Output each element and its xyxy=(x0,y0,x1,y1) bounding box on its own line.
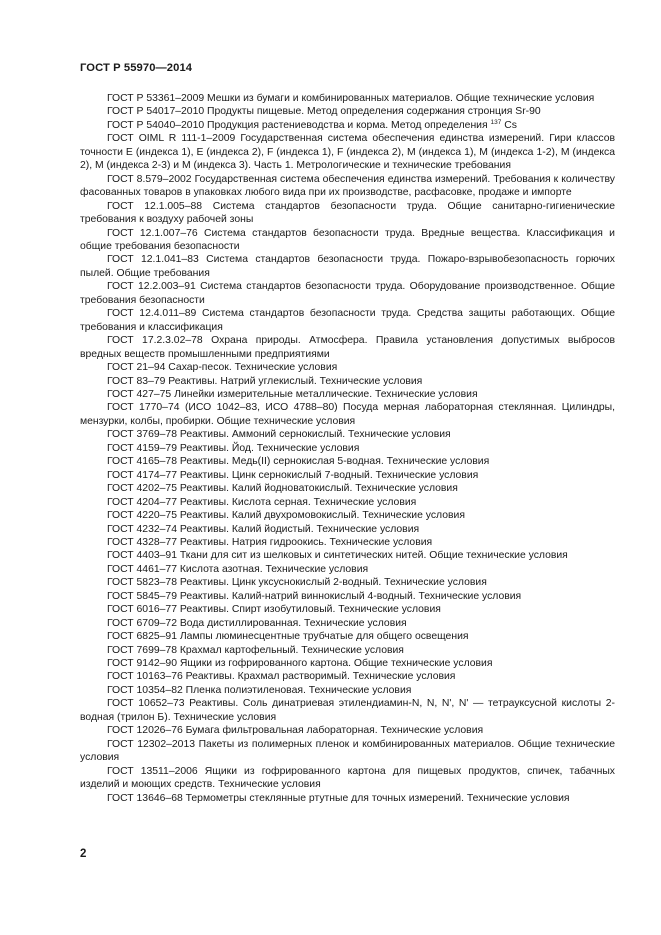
reference-item xyxy=(80,644,615,657)
reference-text: ГОСТ 6709–72 Вода дистиллированная. Технические условия xyxy=(107,617,407,629)
reference-item xyxy=(80,442,615,455)
reference-item xyxy=(80,563,615,576)
reference-text: ГОСТ 17.2.3.02–78 Охрана природы. Атмосфера. Правила установления допустимых выбросов вредных веществ промышленными предприятиями xyxy=(80,335,615,360)
reference-item xyxy=(80,173,615,200)
reference-item xyxy=(80,361,615,374)
reference-item xyxy=(80,523,615,536)
reference-text: ГОСТ 6825–91 Лампы люминесцентные трубчатые для общего освещения xyxy=(107,631,469,643)
reference-text: ГОСТ 4232–74 Реактивы. Калий йодистый. Технические условия xyxy=(107,523,420,535)
reference-item xyxy=(80,630,615,643)
reference-text: ГОСТ 10163–76 Реактивы. Крахмал растворимый. Технические условия xyxy=(107,671,456,683)
reference-text: ГОСТ 5823–78 Реактивы. Цинк уксуснокислый 2-водный. Технические условия xyxy=(107,577,487,589)
reference-item xyxy=(80,105,615,118)
reference-text: ГОСТ 427–75 Линейки измерительные металлические. Технические условия xyxy=(107,388,478,400)
reference-item xyxy=(80,428,615,441)
reference-text: ГОСТ Р 54017–2010 Продукты пищевые. Метод определения содержания стронция Sr-90 xyxy=(107,106,541,118)
reference-text: ГОСТ 9142–90 Ящики из гофрированного картона. Общие технические условия xyxy=(107,658,493,670)
reference-item xyxy=(80,496,615,509)
reference-text: ГОСТ 12.1.041–83 Система стандартов безопасности труда. Пожаро-взрывобезопасность горючих пылей. Общие требования xyxy=(80,254,615,279)
reference-item xyxy=(80,469,615,482)
reference-item xyxy=(80,590,615,603)
reference-item xyxy=(80,119,615,132)
reference-text: ГОСТ 10354–82 Пленка полиэтиленовая. Технические условия xyxy=(107,684,412,696)
reference-item xyxy=(80,132,615,172)
reference-item xyxy=(80,792,615,805)
reference-item xyxy=(80,697,615,724)
reference-text: ГОСТ Р 53361–2009 Мешки из бумаги и комбинированных материалов. Общие технические условия xyxy=(107,93,595,104)
reference-item xyxy=(80,549,615,562)
reference-text: ГОСТ 21–94 Сахар-песок. Технические условия xyxy=(107,362,338,374)
reference-item xyxy=(80,536,615,549)
reference-text: ГОСТ Р 54040–2010 Продукция растениеводства и корма. Метод определения xyxy=(107,119,488,131)
reference-text: ГОСТ 4328–77 Реактивы. Натрия гидроокись. Технические условия xyxy=(107,536,433,548)
reference-text: ГОСТ 12302–2013 Пакеты из полимерных пленок и комбинированных материалов. Общие технические условия xyxy=(80,738,615,764)
reference-item xyxy=(80,401,615,428)
reference-text: ГОСТ 4403–91 Ткани для сит из шелковых и синтетических нитей. Общие технические условия xyxy=(107,550,568,562)
reference-item xyxy=(80,603,615,616)
reference-text: ГОСТ 12.1.007–76 Система стандартов безопасности труда. Вредные вещества. Классификация и общие требования безопасности xyxy=(80,227,615,252)
reference-item xyxy=(80,334,615,361)
reference-text: ГОСТ 4220–75 Реактивы. Калий двухромовокислый. Технические условия xyxy=(107,510,465,522)
reference-text: ГОСТ 4202–75 Реактивы. Калий йодноватокислый. Технические условия xyxy=(107,483,458,495)
reference-text: ГОСТ 4159–79 Реактивы. Йод. Технические условия xyxy=(107,442,360,454)
reference-item xyxy=(80,455,615,468)
reference-item xyxy=(80,657,615,670)
reference-text: ГОСТ 4165–78 Реактивы. Медь(II) сернокислая 5-водная. Технические условия xyxy=(107,456,490,468)
reference-text: ГОСТ 8.579–2002 Государственная система обеспечения единства измерений. Требования к количеству фасованных товаров в упаковках любого вида при их производстве, расфасовке, продаже и импорте xyxy=(80,173,615,199)
reference-text: ГОСТ 13646–68 Термометры стеклянные ртутные для точных измерений. Технические условия xyxy=(107,792,570,804)
reference-item xyxy=(80,227,615,254)
reference-text: ГОСТ 12.1.005–88 Система стандартов безопасности труда. Общие санитарно-гигиенические требования к воздуху рабочей зоны xyxy=(80,200,615,226)
reference-text-tail: Cs xyxy=(501,119,517,131)
reference-item xyxy=(80,670,615,683)
reference-text: ГОСТ 13511–2006 Ящики из гофрированного картона для пищевых продуктов, спичек, табачных изделий и моющих средств. Технические условия xyxy=(80,765,615,791)
reference-text: ГОСТ 83–79 Реактивы. Натрий углекислый. Технические условия xyxy=(107,375,423,387)
reference-item xyxy=(80,388,615,401)
isotope-superscript: 137 xyxy=(490,118,502,126)
reference-item xyxy=(80,684,615,697)
reference-text: ГОСТ 1770–74 (ИСО 1042–83, ИСО 4788–80) Посуда мерная лабораторная стеклянная. Цилиндры, мензурки, колбы, пробирки. Общие технические условия xyxy=(80,402,615,427)
reference-text: ГОСТ 3769–78 Реактивы. Аммоний сернокислый. Технические условия xyxy=(107,429,451,441)
reference-item xyxy=(80,765,615,792)
reference-item xyxy=(80,576,615,589)
reference-text: ГОСТ 4204–77 Реактивы. Кислота серная. Технические условия xyxy=(107,496,417,508)
reference-text: ГОСТ 6016–77 Реактивы. Спирт изобутиловый. Технические условия xyxy=(107,604,441,616)
reference-item xyxy=(80,200,615,227)
reference-item xyxy=(80,307,615,334)
reference-item xyxy=(80,482,615,495)
reference-text: ГОСТ 12.4.011–89 Система стандартов безопасности труда. Средства защиты работающих. Общие требования и классификация xyxy=(80,308,615,333)
page-number: 2 xyxy=(80,848,87,860)
reference-item xyxy=(80,509,615,522)
reference-item xyxy=(80,92,615,105)
reference-item xyxy=(80,724,615,737)
reference-text: ГОСТ 4174–77 Реактивы. Цинк сернокислый 7-водный. Технические условия xyxy=(107,469,479,481)
reference-text: ГОСТ OIML R 111-1–2009 Государственная система обеспечения единства измерений. Гири классов точности E (индекса 1), E (индекса 2), F (индекса 1), F (индекса 2), M (индекса 1), M (индекса 1-2), M (индекса 2), M (индекса 2-3) и M (индекса 3). Часть 1. Метрологические и технические требования xyxy=(80,133,615,172)
reference-item xyxy=(80,253,615,280)
reference-text: ГОСТ 7699–78 Крахмал картофельный. Технические условия xyxy=(107,644,404,656)
reference-text: ГОСТ 5845–79 Реактивы. Калий-натрий виннокислый 4-водный. Технические условия xyxy=(107,590,522,602)
reference-item xyxy=(80,738,615,765)
reference-item xyxy=(80,280,615,307)
normative-references-list xyxy=(80,92,615,805)
reference-text: ГОСТ 12.2.003–91 Система стандартов безопасности труда. Оборудование производственное. Общие требования безопасности xyxy=(80,281,615,306)
reference-item xyxy=(80,617,615,630)
reference-text: ГОСТ 10652–73 Реактивы. Соль динатриевая этилендиамин-N, N, N', N' — тетрауксусной кислоты 2-водная (трилон Б). Технические условия xyxy=(80,698,615,723)
document-header: ГОСТ Р 55970—2014 xyxy=(80,62,193,74)
reference-text: ГОСТ 12026–76 Бумага фильтровальная лабораторная. Технические условия xyxy=(107,725,484,737)
reference-item xyxy=(80,375,615,388)
reference-text: ГОСТ 4461–77 Кислота азотная. Технические условия xyxy=(107,563,369,575)
